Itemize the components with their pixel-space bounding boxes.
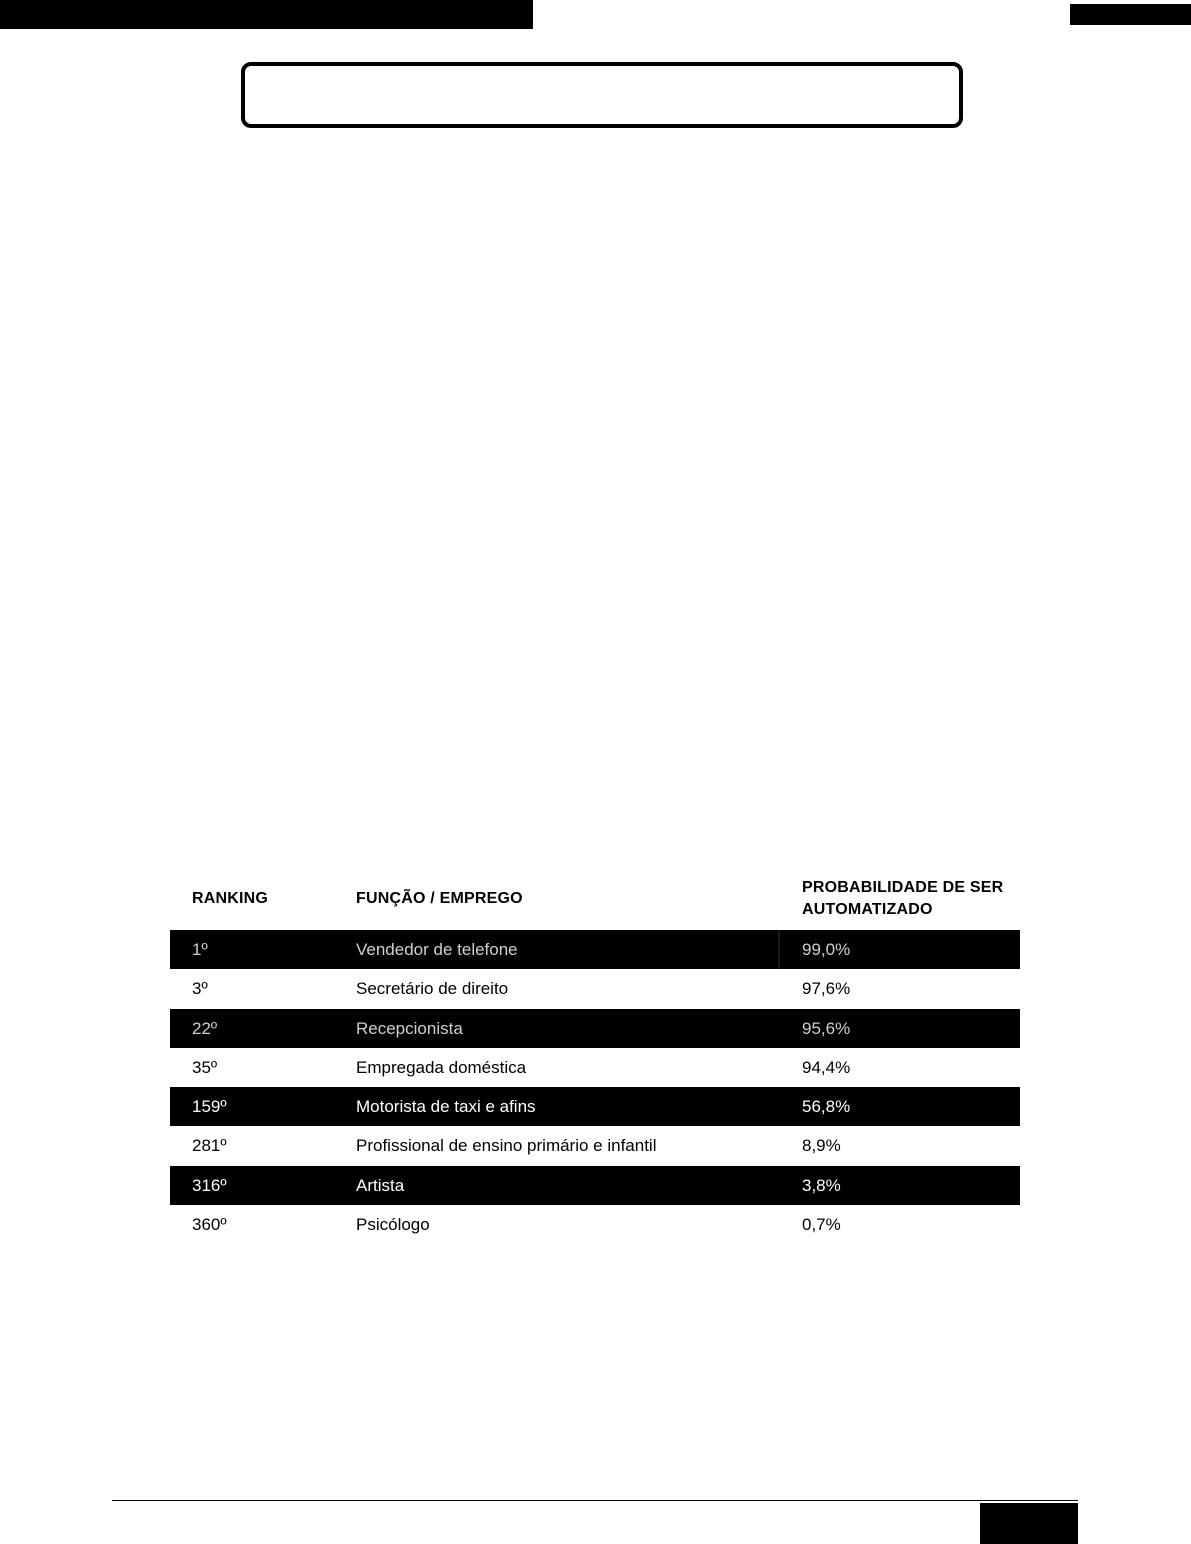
- cell-probability: 0,7%: [802, 1215, 841, 1235]
- table-row: [170, 1205, 1020, 1244]
- cell-function: Secretário de direito: [356, 979, 509, 999]
- cell-ranking: 35º: [192, 1057, 218, 1077]
- table-row: [170, 1166, 1020, 1205]
- table-row: [170, 1087, 1020, 1126]
- cell-function: Profissional de ensino primário e infantil: [356, 1136, 657, 1156]
- cell-probability: 56,8%: [802, 1097, 851, 1117]
- cell-ranking: 1º: [192, 940, 208, 959]
- cell-function: Motorista de taxi e afins: [356, 1097, 536, 1117]
- cell-ranking: 3º: [192, 979, 208, 999]
- header-bar-right: [1070, 4, 1191, 25]
- table-row: [170, 1048, 1020, 1087]
- cell-function: Empregada doméstica: [356, 1057, 527, 1077]
- footer-rule: [112, 1500, 1078, 1501]
- cell-probability: 99,0%: [802, 940, 851, 959]
- cell-probability: 3,8%: [802, 1175, 841, 1195]
- title-box: [241, 62, 963, 128]
- cell-probability: 8,9%: [802, 1136, 841, 1156]
- automation-ranking-table: [170, 868, 1020, 1244]
- header-bar-left: [0, 0, 533, 29]
- cell-ranking: 281º: [192, 1136, 227, 1156]
- cell-function: Psicólogo: [356, 1215, 430, 1235]
- header-function: FUNÇÃO / EMPREGO: [356, 890, 523, 907]
- cell-probability: 97,6%: [802, 979, 851, 999]
- cell-ranking: 22º: [192, 1018, 218, 1038]
- header-ranking: RANKING: [192, 890, 269, 907]
- cell-function: Recepcionista: [356, 1018, 463, 1038]
- table-header: [170, 868, 1020, 930]
- table-row: [170, 1009, 1020, 1048]
- cell-function: Artista: [356, 1175, 405, 1195]
- cell-ranking: 159º: [192, 1097, 227, 1117]
- cell-probability: 94,4%: [802, 1057, 851, 1077]
- header-probability: PROBABILIDADE DE SER AUTOMATIZADO: [802, 879, 1004, 918]
- cell-function: Vendedor de telefone: [356, 940, 518, 959]
- cell-probability: 95,6%: [802, 1018, 851, 1038]
- cell-ranking: 360º: [192, 1215, 227, 1235]
- cell-ranking: 316º: [192, 1175, 227, 1195]
- footer-block: [980, 1503, 1078, 1544]
- column-divider: [778, 930, 780, 969]
- table-row: [170, 1126, 1020, 1165]
- table-row: [170, 969, 1020, 1008]
- table-row: [170, 930, 1020, 969]
